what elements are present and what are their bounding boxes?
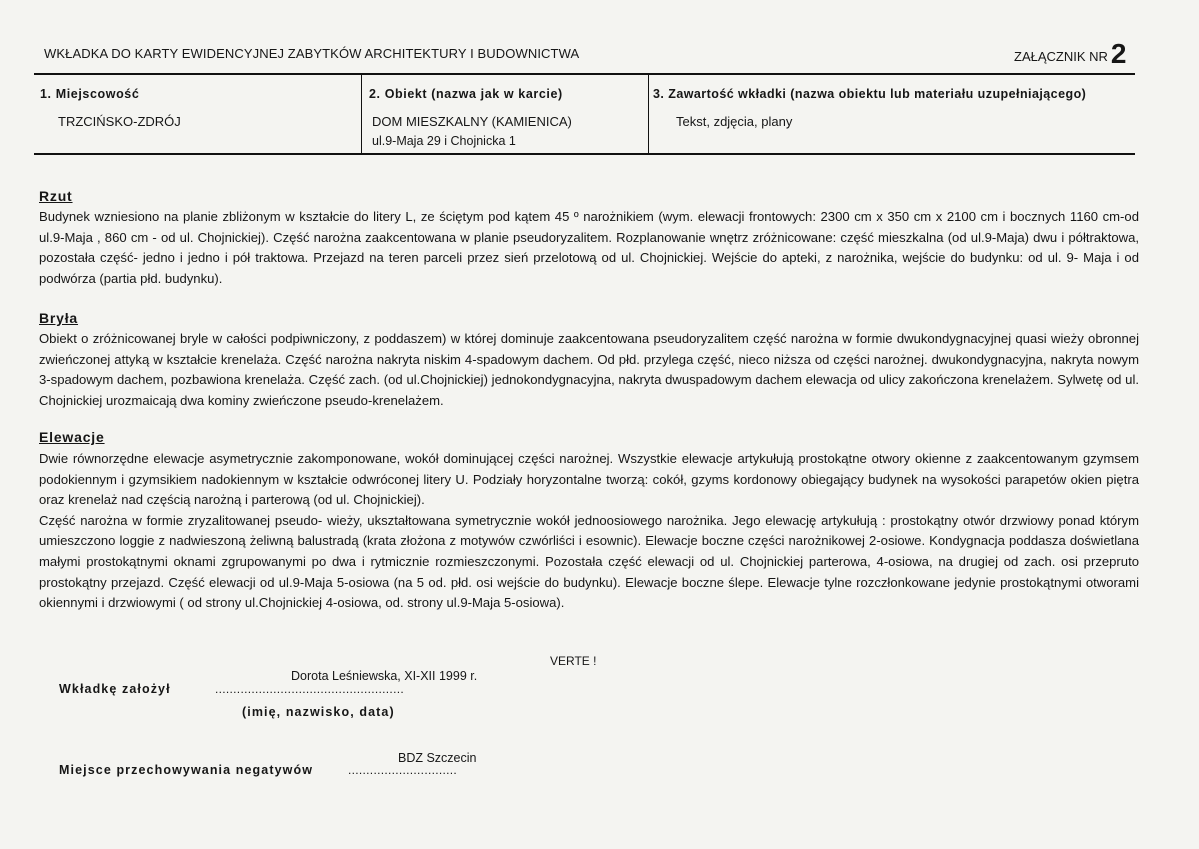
section-title-elewacje: Elewacje <box>39 429 105 445</box>
column-heading-contents: 3. Zawartość wkładki (nazwa obiektu lub materiału uzupełniającego) <box>653 87 1087 101</box>
section-text-rzut <box>39 207 1139 289</box>
section-text-elewacje <box>39 449 1139 614</box>
column-heading-object: 2. Obiekt (nazwa jak w karcie) <box>369 87 563 101</box>
annex-label <box>1014 38 1126 70</box>
form-title: WKŁADKA DO KARTY EWIDENCYJNEJ ZABYTKÓW ARCHITEKTURY I BUDOWNICTWA <box>44 46 580 61</box>
column-heading-locality: 1. Miejscowość <box>40 87 140 101</box>
paragraph: Dwie równorzędne elewacje asymetrycznie zakomponowane, wokół dominującej części narożnej. Wszystkie elewacje artykułują prostokątne otwory okienne z zaakcentowanym gzymsem podokiennym i gzymsikiem nadokiennym w kształcie odwróconej litery U. Podziały horyzontalne tworzą: cokół, gzyms kordonowy obiegający budynek na wysokości parapetów okien piętra oraz krenelaż nad częścią narożną i parterową (od ul. Chojnickiej). <box>39 451 1139 508</box>
storage-label: Miejsce przechowywania negatywów <box>59 763 314 777</box>
inserted-by-label: Wkładkę założył <box>59 682 171 696</box>
storage-value: BDZ Szczecin <box>398 751 477 765</box>
verte-note: VERTE ! <box>550 654 597 668</box>
table-bottom-rule <box>34 153 1135 155</box>
section-text-bryla <box>39 329 1139 411</box>
contents-value: Tekst, zdjęcia, plany <box>676 114 793 129</box>
column-divider-1 <box>361 75 362 153</box>
column-divider-2 <box>648 75 649 153</box>
annex-number: 2 <box>1110 38 1127 69</box>
section-title-rzut: Rzut <box>39 188 73 204</box>
annex-label-text: ZAŁĄCZNIK NR <box>1014 49 1108 64</box>
inserted-by-value: Dorota Leśniewska, XI-XII 1999 r. <box>291 669 478 683</box>
paragraph: Obiekt o zróżnicowanej bryle w całości podpiwniczony, z poddaszem) w której dominuje zaakcentowana pseudoryzalitem część narożna w formie dwukondygnacyjnej quasi wieży obronnej zwieńczonej attyką w kształcie krenelaża. Część narożna nakryta niskim 4-spadowym dachem. Od płd. przylega część, nieco niższa od części narożnej. dwukondygnacyjna, nakryta nowym 3-spadowym dachem, pozbawiona krenelaża. Część zach. (od ul.Chojnickiej) jednokondygnacyjna, nakryta dwuspadowym dachem elewacja od ulicy zakończona krenelażem. Sylwetę od ul. Chojnickiej urozmaicają dwa kominy zwieńczone pseudo-krenelażem. <box>39 331 1139 408</box>
locality-value: TRZCIŃSKO-ZDRÓJ <box>58 114 181 129</box>
paragraph: Budynek wzniesiono na planie zbliżonym w kształcie do litery L, ze ściętym pod kątem 45 º narożnikiem (wym. elewacji frontowych: 2300 cm x 350 cm x 2100 cm i bocznych 1160 cm-od ul.9-Maja , 860 cm - od ul. Chojnickiej). Część narożna zaakcentowana w planie pseudoryzalitem. Rozplanowanie wnętrz zróżnicowane: część mieszkalna (od ul.9-Maja) dwu i półtraktowa, pozostała część- jedno i jedno i pół traktowa. Przejazd na teren parceli przez sień przelotową od ul. Chojnickiej. Wejście do apteki, z narożnika, wejście do budynku: od ul. 9- Maja i od podwórza (partia płd. budynku). <box>39 209 1139 286</box>
paragraph: Część narożna w formie zryzalitowanej pseudo- wieży, ukształtowana symetrycznie wokół jednoosiowego narożnika. Jego elewację artykułują : prostokątny otwór drzwiowy ponad którym umieszczono loggie z nadwieszoną żeliwną balustradą (krata złożona z motywów czwórliści i esownic). Elewacje boczne części narożnikowej 2-osiowe. Kondygnacja poddasza doświetlana małymi prostokątnymi oknami zgrupowanymi po dwa i rytmicznie rozmieszczonymi. Pozostała część elewacji od ul. Chojnickiej parterowa, 4-osiowa, na drugiej od zach. osi przepruto prostokątny przejazd. Część elewacji od ul.9-Maja 5-osiowa (na 5 od. płd. osi wejście do budynku). Elewacje boczne ślepe. Elewacje tylne rozczłonkowane jedynie prostokątnymi otworami okiennymi i drzwiowymi ( od strony ul.Chojnickiej 4-osiowa, od. strony ul.9-Maja 5-osiowa). <box>39 512 1139 611</box>
inserted-by-hint: (imię, nazwisko, data) <box>242 705 395 719</box>
section-title-bryla: Bryła <box>39 310 79 326</box>
inserted-by-dots: .................................................... <box>215 682 404 696</box>
object-address: ul.9-Maja 29 i Chojnicka 1 <box>372 134 516 148</box>
table-top-rule <box>34 73 1135 75</box>
object-value: DOM MIESZKALNY (KAMIENICA) <box>372 114 572 129</box>
storage-dots: .............................. <box>348 763 458 777</box>
